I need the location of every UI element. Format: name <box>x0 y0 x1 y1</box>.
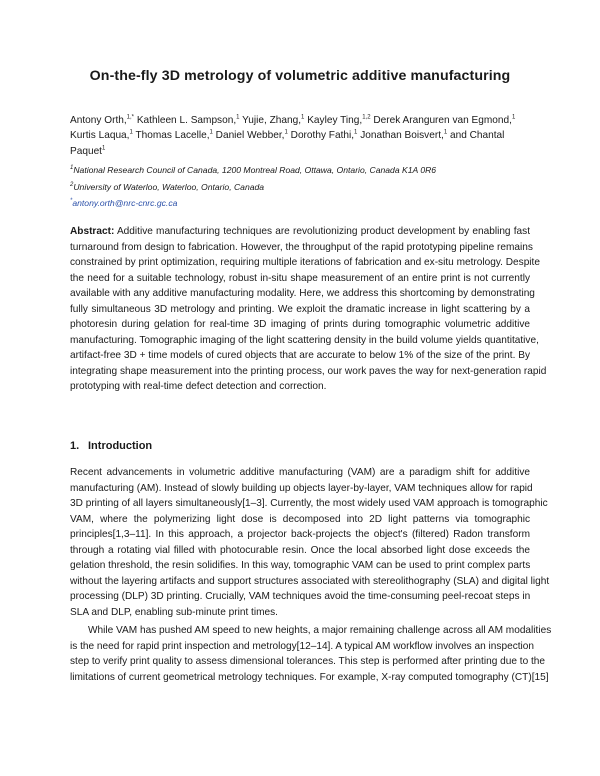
author-name: Daniel Webber, <box>212 130 285 142</box>
body-line: principles[1,3–11]. In this approach, a projector back-projects the object's (filtered) Radon transform <box>70 529 530 540</box>
author-name: and Chantal <box>447 130 505 142</box>
author-name: Paquet <box>70 145 102 157</box>
body-line: SLA and DLP, enabling sub-minute print times. <box>70 606 278 618</box>
abstract-line: the need for a suitable technology, robust in-situ shape measurement of an entire print is not currently <box>70 272 530 284</box>
body-line: manufacturing (AM). Instead of slowly building up objects layer-by-layer, VAM techniques allow for rapid <box>70 482 533 494</box>
author-name: Kurtis Laqua, <box>70 130 130 142</box>
author-affil-sup: 1 <box>102 145 106 152</box>
abstract-line: available with any additive manufacturing modality. Here, we address this shortcoming by demonstrating <box>70 288 535 299</box>
section-number: 1. <box>70 440 80 452</box>
author-name: Thomas Lacelle, <box>132 130 210 142</box>
body-line: Recent advancements in volumetric additive manufacturing (VAM) are a paradigm shift for additive <box>70 467 530 478</box>
affil-text: University of Waterloo, Waterloo, Ontario, Canada <box>73 182 265 192</box>
section-title: Introduction <box>88 440 153 452</box>
author-affil-sup: 1,2 <box>362 114 371 121</box>
author-name: Antony Orth, <box>70 115 127 126</box>
abstract-line: fully simultaneous 3D metrology and printing. We exploit the dramatic increase in light scattering by a <box>70 303 530 315</box>
author-name: Yujie, Zhang, <box>239 115 302 126</box>
affil-sup: 2 <box>70 182 74 189</box>
body-line: step to verify print quality to assess dimensional tolerances. This step is performed after printing due to the <box>70 656 546 667</box>
intro-paragraph-2 <box>70 623 552 685</box>
body-line: 3D printing of all layers simultaneously[1–3]. Currently, the most widely used VAM approach is tomographic <box>70 498 548 509</box>
author-name: Kayley Ting, <box>304 115 363 126</box>
author-affil-sup: 1 <box>209 130 213 137</box>
body-line: limitations of current geometrical metrology techniques. For example, X-ray computed tomography (CT)[15] <box>70 671 549 683</box>
author-list <box>70 113 540 159</box>
affil-text: National Research Council of Canada, 1200 Montreal Road, Ottawa, Ontario, Canada K1A 0R6 <box>73 165 437 175</box>
abstract <box>70 224 547 395</box>
author-affil-sup: 1 <box>129 130 133 137</box>
affil-sup: * <box>70 198 73 205</box>
author-affil-sup: 1 <box>511 114 516 121</box>
author-affil-sup: 1 <box>301 114 305 121</box>
body-line: without the layering artifacts and support structures associated with stereolithography (SLA) and digital light <box>70 575 550 587</box>
author-affil-sup: 1 <box>236 114 240 121</box>
affiliation-2 <box>70 182 264 192</box>
body-line: gelation threshold, the resin solidifies. In this way, tomographic VAM can be used to print complex parts <box>70 560 531 571</box>
author-name: Dorothy Fathi, <box>287 130 355 142</box>
intro-paragraph-1 <box>70 465 550 620</box>
abstract-label: Abstract: <box>70 226 115 237</box>
body-line: VAM, where the polymerizing light dose is decomposed into 2D light patterns via tomographic <box>70 513 530 525</box>
body-line: While VAM has pushed AM speed to new heights, a major remaining challenge across all AM modalities <box>88 625 552 636</box>
body-line: is the need for rapid print inspection and metrology[12–14]. A typical AM workflow involves an inspection <box>70 640 535 652</box>
author-affil-sup: 1 <box>443 130 448 137</box>
author-affil-sup: 1,* <box>126 114 135 121</box>
author-affil-sup: 1 <box>354 130 358 137</box>
paper-title: On-the-fly 3D metrology of volumetric additive manufacturing <box>89 68 511 84</box>
body-line: through a rotating vial filled with photocurable resin. Once the local absorbed light dose exceeds the <box>70 544 530 556</box>
abstract-line: manufacturing. Tomographic imaging of the light scattering density in the build volume yields quantitative, <box>70 334 539 346</box>
body-line: processing (DLP) 3D printing. Crucially, VAM techniques avoid the time-consuming peel-recoat steps in <box>70 591 531 602</box>
abstract-line: photoresin during gelation for real-time 3D imaging of prints during tomographic volumetric additive <box>70 319 530 330</box>
author-affil-sup: 1 <box>284 130 288 137</box>
author-name: Kathleen L. Sampson, <box>134 115 237 126</box>
abstract-line: integrating shape measurement into the printing process, our work paves the way for next-generation rapid <box>70 365 547 377</box>
corresponding-email[interactable] <box>70 198 177 208</box>
abstract-line: constrained by print optimization, requiring multiple iterations of fabrication and ex-situ metrology. Despite <box>70 257 540 268</box>
abstract-line: prototyping with real-time defect detection and correction. <box>70 381 327 392</box>
abstract-line: artifact-free 3D + time models of cured objects that are accurate to below 1% of the size of the print. By <box>70 350 530 361</box>
author-name: Jonathan Boisvert, <box>357 130 444 142</box>
abstract-text: Additive manufacturing techniques are revolutionizing product development by enabling fast <box>114 226 530 237</box>
section-heading-introduction <box>70 440 152 452</box>
affiliation-1 <box>70 165 436 175</box>
affil-sup: 1 <box>70 165 74 172</box>
email-link[interactable]: antony.orth@nrc-cnrc.gc.ca <box>72 198 178 208</box>
abstract-line: turnaround from design to fabrication. However, the throughput of the rapid prototyping pipeline remains <box>70 241 533 253</box>
abstract-line <box>70 224 530 240</box>
author-name: Derek Aranguren van Egmond, <box>370 115 512 126</box>
